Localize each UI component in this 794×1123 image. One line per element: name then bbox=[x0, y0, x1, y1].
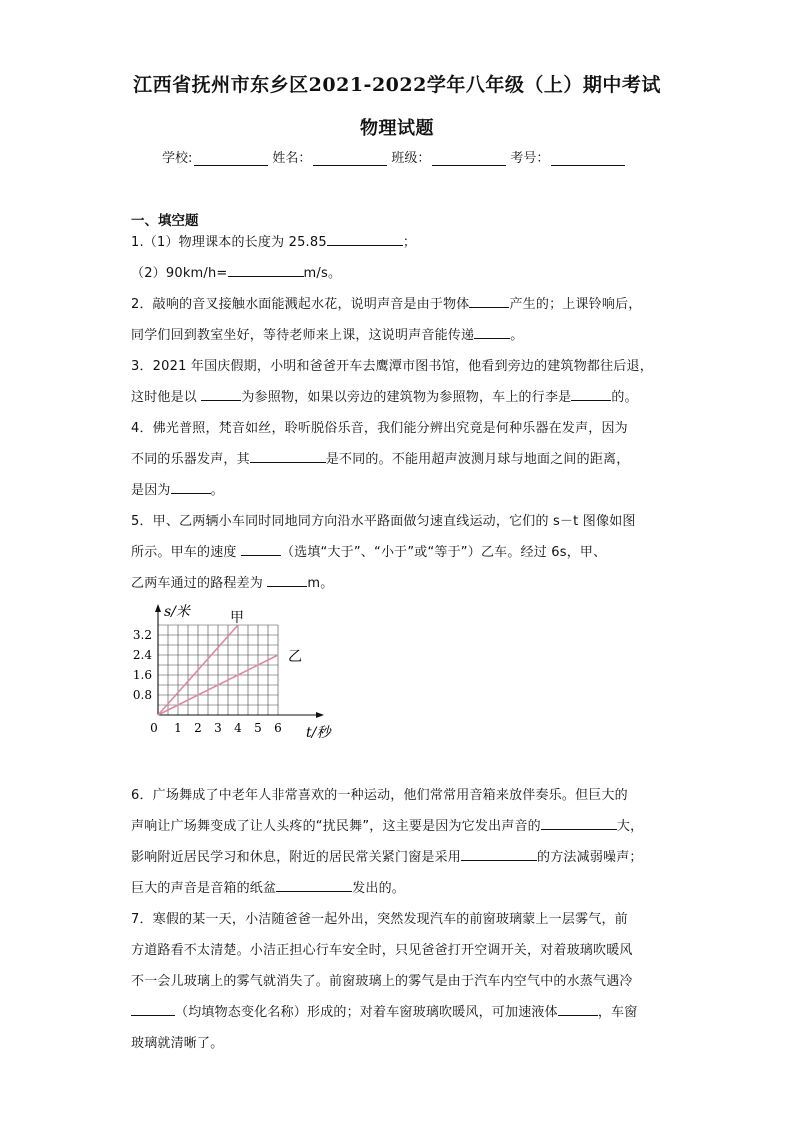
x-axis-arrow bbox=[316, 712, 324, 718]
q5-blank-2[interactable] bbox=[267, 574, 307, 587]
exam-title: 江西省抚州市东乡区2021-2022学年八年级（上）期中考试 bbox=[133, 74, 661, 96]
q4-text-2-post: 是不同的。不能用超声波测月球与地面之间的距离， bbox=[325, 452, 630, 467]
x-axis-label: t/秒 bbox=[306, 725, 331, 741]
x-tick-label: 3 bbox=[214, 721, 222, 735]
q7-text: 7．寒假的某一天，小洁随爸爸一起外出，突然发现汽车的前窗玻璃蒙上一层雾气，前 bbox=[131, 912, 628, 927]
q6-blank-1[interactable] bbox=[541, 817, 617, 830]
q3-blank-1[interactable] bbox=[201, 388, 241, 401]
q6-text-2-post: 大， bbox=[616, 819, 644, 834]
q6-blank-3[interactable] bbox=[276, 879, 352, 892]
q7-text-4: （均填物态变化名称）形成的；对着车窗玻璃吹暖风，可加速液体 bbox=[175, 1005, 558, 1020]
question-2-line2 bbox=[131, 320, 671, 351]
q7-text-2: 方道路看不太清楚。小洁正担心行车安全时，只见爸爸打开空调开关，对着玻璃吹暖风 bbox=[131, 943, 633, 958]
x-tick-label: 2 bbox=[194, 721, 202, 735]
question-1b bbox=[131, 258, 671, 289]
series-label-2: 乙 bbox=[288, 649, 302, 665]
q1b-text: （2）90km/h= bbox=[131, 266, 228, 281]
q3-text: 3．2021 年国庆假期，小明和爸爸开车去鹰潭市图书馆，他看到旁边的建筑物都往后退， bbox=[131, 359, 653, 374]
q7-blank-2[interactable] bbox=[558, 1003, 598, 1016]
q1b-post: m/s。 bbox=[303, 266, 342, 281]
q2-text-2: 同学们回到教室坐好，等待老师来上课，这说明声音能传递 bbox=[131, 328, 475, 343]
q5-text-2-post: （选填“大于”、“小于”或“等于”）乙车。经过 6s，甲、 bbox=[280, 545, 607, 560]
q2-text: 2．敲响的音叉接触水面能溅起水花，说明声音是由于物体 bbox=[131, 297, 470, 312]
q2-text-post: 产生的；上课铃响后， bbox=[509, 297, 642, 312]
q6-text-4-post: 发出的。 bbox=[352, 881, 406, 896]
question-2-line1 bbox=[131, 289, 671, 320]
school-blank[interactable] bbox=[194, 151, 268, 166]
q1a-text: 1.（1）物理课本的长度为 25.85 bbox=[131, 235, 327, 250]
q3-blank-2[interactable] bbox=[571, 388, 611, 401]
question-7-line1 bbox=[131, 904, 671, 935]
exam-subtitle: 物理试题 bbox=[360, 118, 434, 139]
y-axis-label: s/米 bbox=[164, 604, 190, 620]
q3-text-post: 的。 bbox=[611, 390, 638, 405]
section-heading: 一、填空题 bbox=[131, 213, 199, 229]
q5-text-2: 所示。甲车的速度 bbox=[131, 545, 241, 560]
q7-text-4-end: ，车窗 bbox=[597, 1005, 638, 1020]
st-graph bbox=[128, 600, 348, 750]
question-3-line2 bbox=[131, 382, 671, 413]
q3-text-2: 这时他是以 bbox=[131, 390, 202, 405]
question-7-line2 bbox=[131, 935, 671, 966]
name-label: 姓名： bbox=[272, 151, 312, 166]
question-6-line3 bbox=[131, 842, 671, 873]
x-tick-label: 4 bbox=[234, 721, 242, 735]
question-7-line5 bbox=[131, 1028, 671, 1059]
q7-text-5: 玻璃就清晰了。 bbox=[131, 1036, 224, 1051]
exam-no-field bbox=[510, 147, 625, 166]
class-blank[interactable] bbox=[432, 151, 506, 166]
q5-text: 5．甲、乙两辆小车同时同地同方向沿水平路面做匀速直线运动，它们的 s－t 图像如图 bbox=[131, 514, 636, 529]
q1a-post: ； bbox=[402, 235, 417, 250]
q3-text-mid: 为参照物，如果以旁边的建筑物为参照物，车上的行李是 bbox=[241, 390, 572, 405]
q2-text-2-post: 。 bbox=[510, 328, 524, 343]
q1a-blank[interactable] bbox=[327, 233, 403, 246]
q2-blank-1[interactable] bbox=[469, 295, 509, 308]
question-3-line1 bbox=[131, 351, 671, 382]
q6-text: 6．广场舞成了中老年人非常喜欢的一种运动，他们常常用音箱来放伴奏乐。但巨大的 bbox=[131, 788, 628, 803]
q2-blank-2[interactable] bbox=[474, 326, 510, 339]
student-info-row bbox=[162, 147, 629, 166]
series-label-1: 甲 bbox=[230, 610, 244, 626]
question-5-line3 bbox=[131, 568, 671, 599]
q6-text-3-post: 的方法减弱噪声； bbox=[537, 850, 643, 865]
question-4-line3 bbox=[131, 475, 671, 506]
y-tick-label: 0.8 bbox=[132, 688, 152, 702]
y-tick-label: 2.4 bbox=[132, 648, 152, 662]
q4-text-3: 是因为 bbox=[131, 483, 171, 498]
class-label: 班级： bbox=[391, 151, 431, 166]
question-5-line2 bbox=[131, 537, 671, 568]
q4-text-3-post: 。 bbox=[210, 483, 224, 498]
question-4-line2 bbox=[131, 444, 671, 475]
x-tick-label: 6 bbox=[274, 721, 282, 735]
question-6-line2 bbox=[131, 811, 671, 842]
y-tick-label: 1.6 bbox=[132, 668, 152, 682]
x-tick-label: 0 bbox=[150, 721, 158, 735]
q5-text-3: 乙两车通过的路程差为 bbox=[131, 576, 268, 591]
q4-text-2: 不同的乐器发声，其 bbox=[131, 452, 250, 467]
name-blank[interactable] bbox=[313, 151, 387, 166]
class-field bbox=[391, 147, 506, 166]
q1b-blank[interactable] bbox=[228, 264, 304, 277]
question-6-line4 bbox=[131, 873, 671, 904]
exam-no-blank[interactable] bbox=[551, 151, 625, 166]
q6-text-3: 影响附近居民学习和休息，附近的居民常关紧门窗是采用 bbox=[131, 850, 462, 865]
q6-text-2: 声响让广场舞变成了让人头疼的“扰民舞”，这主要是因为它发出声音的 bbox=[131, 819, 541, 834]
q5-blank-1[interactable] bbox=[241, 543, 281, 556]
q7-blank-1[interactable] bbox=[131, 1003, 175, 1016]
question-7-line3 bbox=[131, 966, 671, 997]
school-label: 学校: bbox=[162, 151, 193, 166]
x-tick-label: 1 bbox=[174, 721, 182, 735]
q4-blank-2[interactable] bbox=[171, 481, 211, 494]
question-1a bbox=[131, 227, 671, 258]
y-axis-arrow bbox=[155, 604, 161, 612]
q6-text-4: 巨大的声音是音箱的纸盆 bbox=[131, 881, 277, 896]
q4-text: 4．佛光普照，梵音如丝，聆听脱俗乐音，我们能分辨出究竟是何种乐器在发声，因为 bbox=[131, 421, 628, 436]
question-6-line1 bbox=[131, 780, 671, 811]
x-tick-label: 5 bbox=[254, 721, 262, 735]
question-7-line4 bbox=[131, 997, 671, 1028]
y-tick-label: 3.2 bbox=[132, 628, 152, 642]
q4-blank-1[interactable] bbox=[250, 450, 326, 463]
q7-text-3: 不一会儿玻璃上的雾气就消失了。前窗玻璃上的雾气是由于汽车内空气中的水蒸气遇冷 bbox=[131, 974, 633, 989]
exam-no-label: 考号： bbox=[510, 151, 550, 166]
name-field bbox=[272, 147, 387, 166]
q5-text-3-post: m。 bbox=[307, 576, 334, 591]
school-field bbox=[162, 147, 268, 166]
q6-blank-2[interactable] bbox=[461, 848, 537, 861]
question-4-line1 bbox=[131, 413, 671, 444]
question-5-line1 bbox=[131, 506, 671, 537]
